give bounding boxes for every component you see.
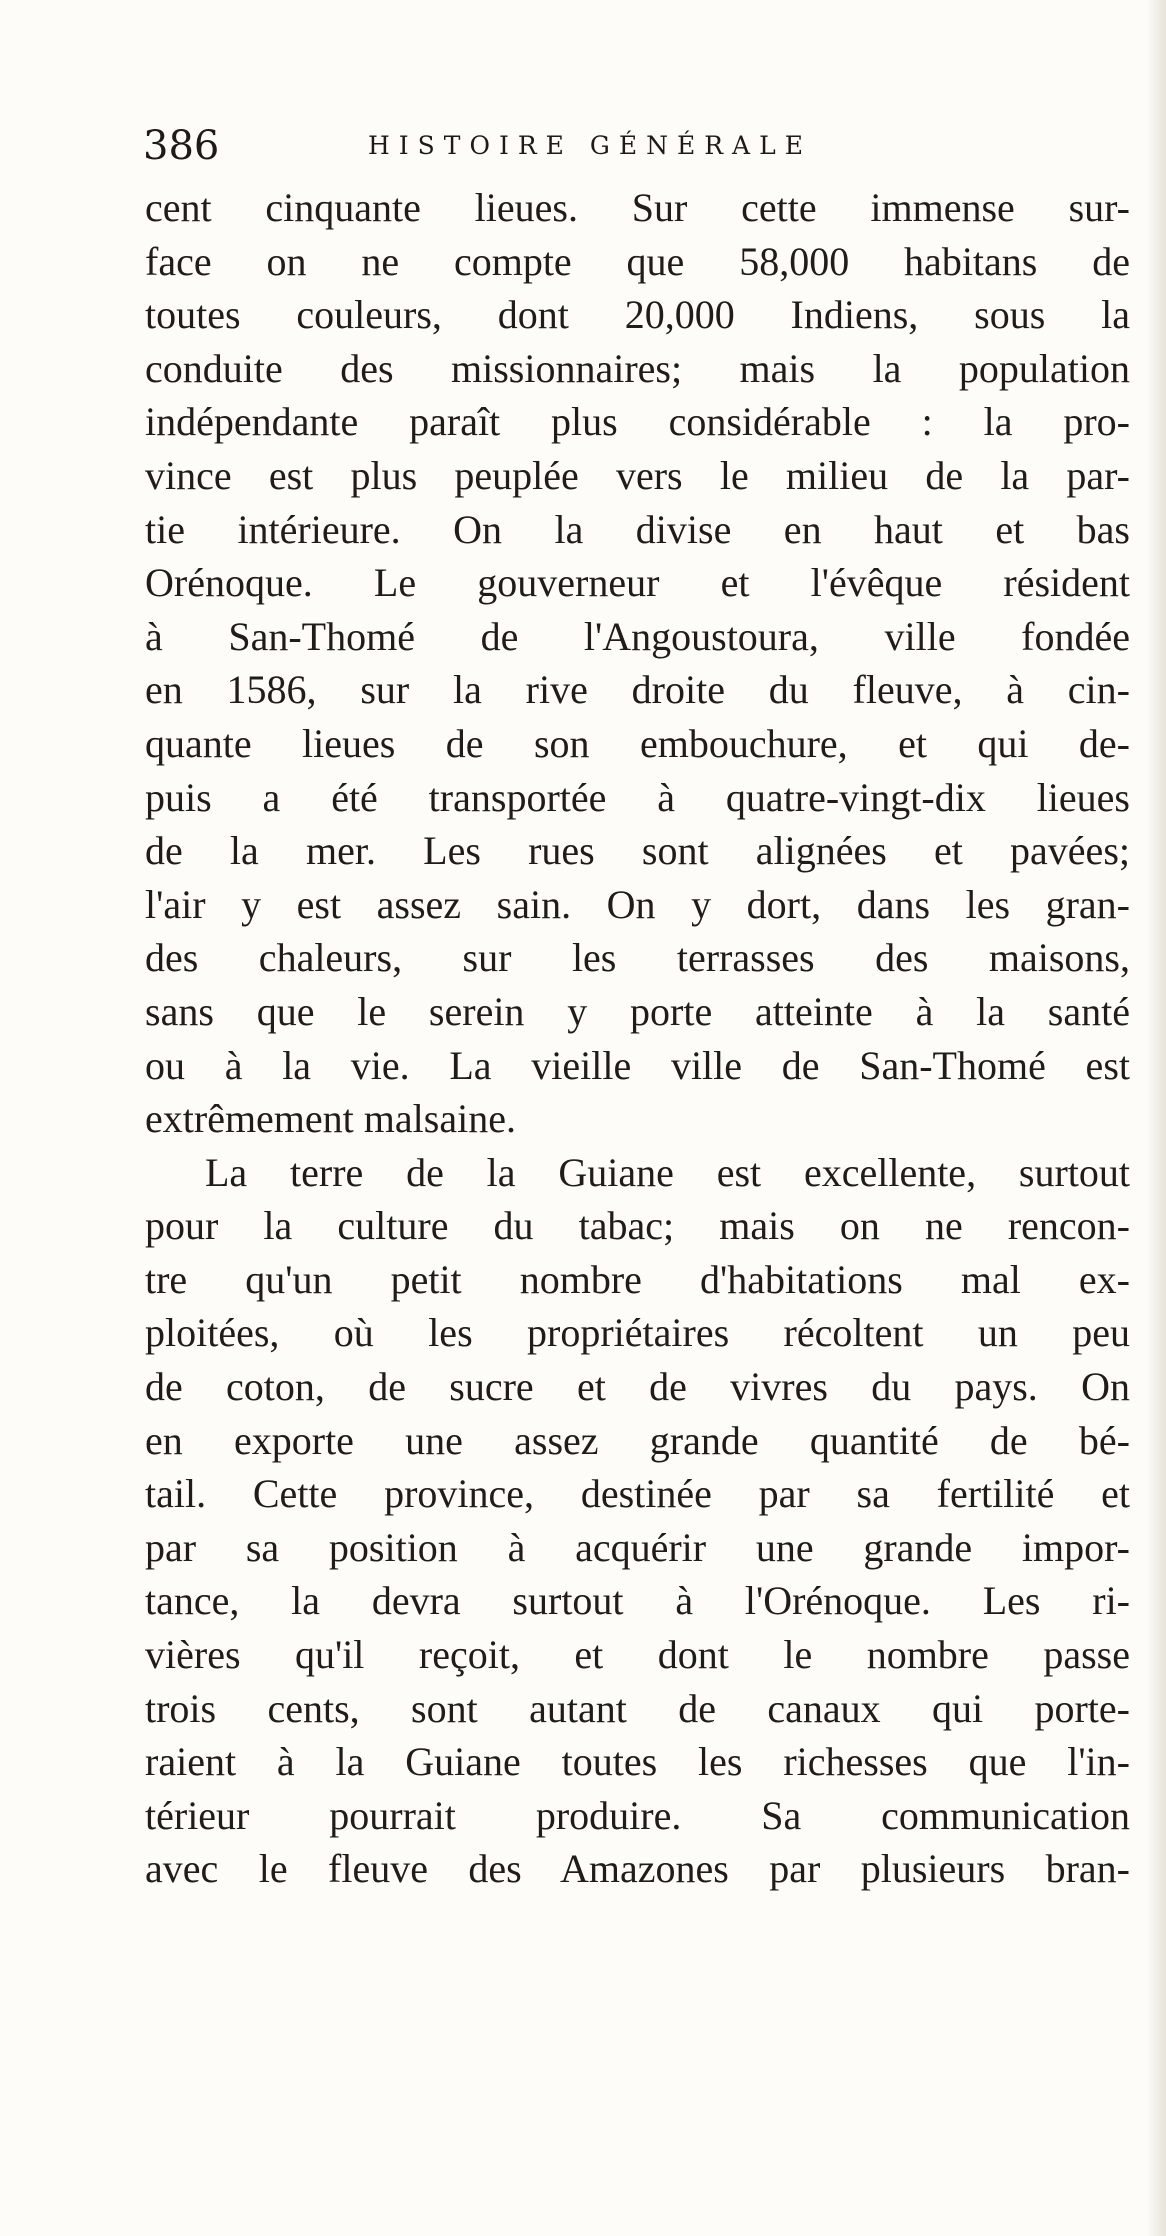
paragraph-1 [145, 181, 1130, 1146]
text-line: de coton, de sucre et de vivres du pays. On [145, 1364, 1130, 1410]
text-line: face on ne compte que 58,000 habitans de [145, 238, 1130, 284]
running-head [143, 118, 1023, 174]
text-line: raient à la Guiane toutes les richesses que l'in- [145, 1739, 1130, 1785]
text-line: des chaleurs, sur les terrasses des maisons, [145, 935, 1130, 981]
text-line: ou à la vie. La vieille ville de San-Thomé est [145, 1042, 1130, 1088]
text-line: en 1586, sur la rive droite du fleuve, à cin- [145, 667, 1130, 713]
text-line: tre qu'un petit nombre d'habitations mal ex- [145, 1256, 1130, 1302]
running-title: HISTOIRE GÉNÉRALE [368, 131, 812, 160]
text-line: vières qu'il reçoit, et dont le nombre passe [145, 1632, 1130, 1678]
body-text [145, 181, 1130, 1896]
text-line: toutes couleurs, dont 20,000 Indiens, sous la [145, 292, 1130, 338]
text-line: ploitées, où les propriétaires récoltent un peu [145, 1310, 1130, 1356]
text-line: cent cinquante lieues. Sur cette immense sur- [145, 185, 1130, 230]
text-line: en exporte une assez grande quantité de bé- [145, 1417, 1130, 1463]
text-line: térieur pourrait produire. Sa communication [145, 1792, 1130, 1838]
text-line: vince est plus peuplée vers le milieu de la par- [145, 452, 1130, 498]
text-line: à San-Thomé de l'Angoustoura, ville fondée [145, 613, 1130, 659]
page-edge-shading [1146, 0, 1166, 2236]
text-line: trois cents, sont autant de canaux qui porte- [145, 1685, 1130, 1731]
text-line: sans que le serein y porte atteinte à la santé [145, 988, 1130, 1034]
text-line: indépendante paraît plus considérable : la pro- [145, 399, 1130, 445]
page-number: 386 [143, 123, 220, 169]
text-line: extrêmement malsaine. [145, 1096, 516, 1142]
text-line: conduite des missionnaires; mais la population [145, 345, 1130, 391]
text-line: quante lieues de son embouchure, et qui de- [145, 720, 1130, 766]
text-line: Orénoque. Le gouverneur et l'évêque résident [145, 560, 1130, 606]
text-line: pour la culture du tabac; mais on ne rencon- [145, 1203, 1130, 1249]
text-line: puis a été transportée à quatre-vingt-dix lieues [145, 774, 1130, 820]
paragraph-2 [145, 1146, 1130, 1896]
text-line: avec le fleuve des Amazones par plusieurs bran- [145, 1846, 1130, 1892]
text-line: La terre de la Guiane est excellente, surtout [205, 1149, 1130, 1195]
text-line: par sa position à acquérir une grande impor- [145, 1524, 1130, 1570]
text-line: tance, la devra surtout à l'Orénoque. Les ri- [145, 1578, 1130, 1624]
text-line: l'air y est assez sain. On y dort, dans les gran- [145, 881, 1130, 927]
text-line: tail. Cette province, destinée par sa fertilité et [145, 1471, 1130, 1517]
text-line: de la mer. Les rues sont alignées et pavées; [145, 828, 1130, 874]
text-line: tie intérieure. On la divise en haut et bas [145, 506, 1130, 552]
